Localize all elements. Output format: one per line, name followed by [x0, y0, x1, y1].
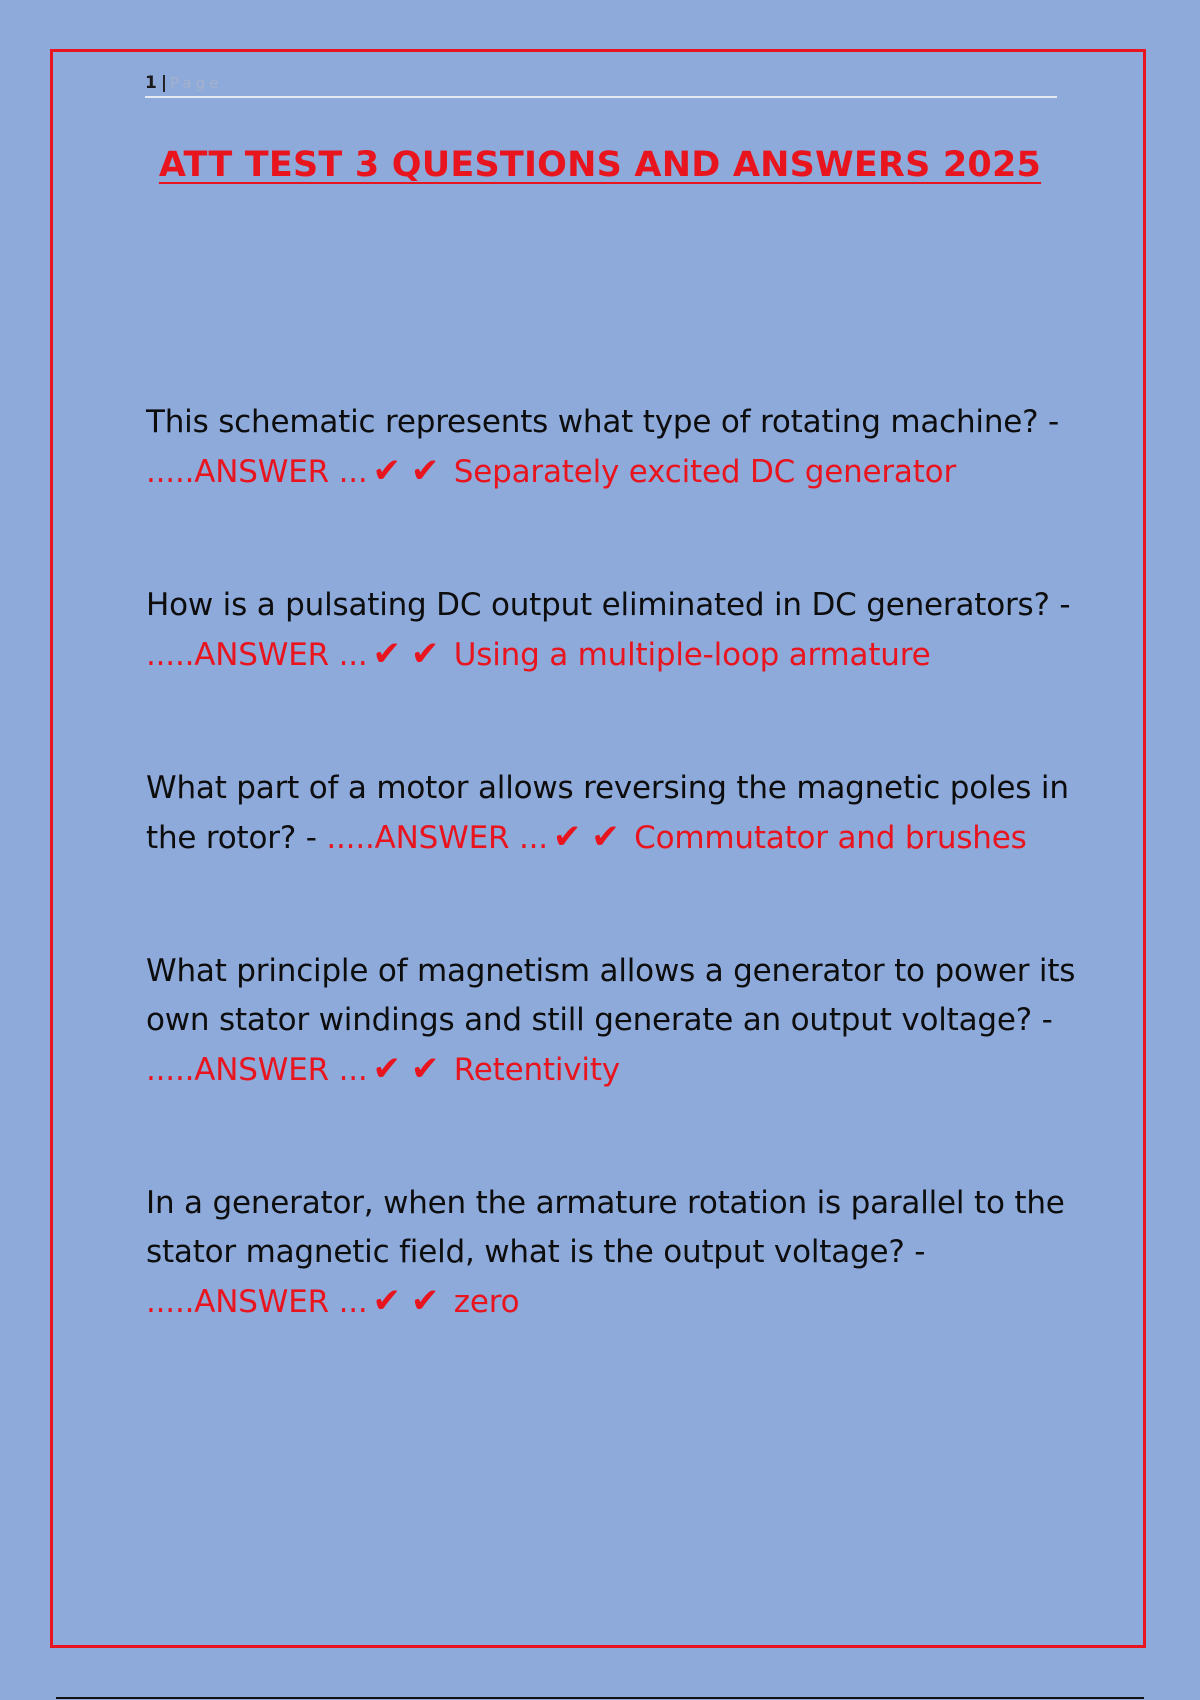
checkmark-icon: ✔	[372, 634, 401, 674]
checkmark-icon: ✔	[372, 1281, 401, 1321]
question-text: What part of a motor allows reversing the magnetic poles in the rotor? -	[146, 770, 1069, 856]
answer-text: zero	[453, 1284, 520, 1320]
answer-marker: .....ANSWER ...	[326, 820, 548, 856]
question-text: How is a pulsating DC output eliminated in DC generators? -	[146, 587, 1071, 623]
qa-item	[146, 947, 1076, 1095]
page-separator: |	[160, 73, 168, 93]
question-text: This schematic represents what type of rotating machine? -	[146, 404, 1060, 440]
answer-marker: .....ANSWER ...	[146, 1052, 368, 1088]
checkmark-icon: ✔	[410, 1049, 440, 1089]
page-number: 1	[145, 73, 157, 93]
checkmark-icon: ✔	[591, 817, 620, 857]
answer-marker: .....ANSWER ...	[146, 637, 368, 673]
checkmark-icon: ✔	[410, 451, 440, 491]
answer-text: Retentivity	[453, 1052, 620, 1088]
qa-item	[146, 398, 1076, 497]
bottom-divider	[56, 1697, 1144, 1699]
document-title: ATT TEST 3 QUESTIONS AND ANSWERS 2025	[158, 145, 1042, 185]
checkmark-icon: ✔	[372, 451, 401, 491]
answer-text: Using a multiple-loop armature	[453, 637, 931, 673]
qa-item	[146, 1179, 1076, 1327]
checkmark-icon: ✔	[410, 1281, 440, 1321]
checkmark-icon: ✔	[410, 634, 440, 674]
qa-item	[146, 581, 1076, 680]
question-text: In a generator, when the armature rotation is parallel to the stator magnetic field, what is the output voltage? -	[146, 1185, 1065, 1270]
answer-marker: .....ANSWER ...	[146, 1284, 368, 1320]
page-header	[145, 72, 1057, 98]
qa-item	[146, 764, 1076, 863]
checkmark-icon: ✔	[372, 1049, 401, 1089]
answer-text: Commutator and brushes	[634, 820, 1027, 856]
question-text: What principle of magnetism allows a generator to power its own stator windings and still generate an output voltage? -	[146, 953, 1076, 1038]
qa-list	[146, 398, 1076, 1411]
answer-marker: .....ANSWER ...	[146, 454, 368, 490]
checkmark-icon: ✔	[552, 817, 582, 857]
answer-text: Separately excited DC generator	[453, 454, 956, 490]
page-label: Page	[170, 74, 223, 92]
